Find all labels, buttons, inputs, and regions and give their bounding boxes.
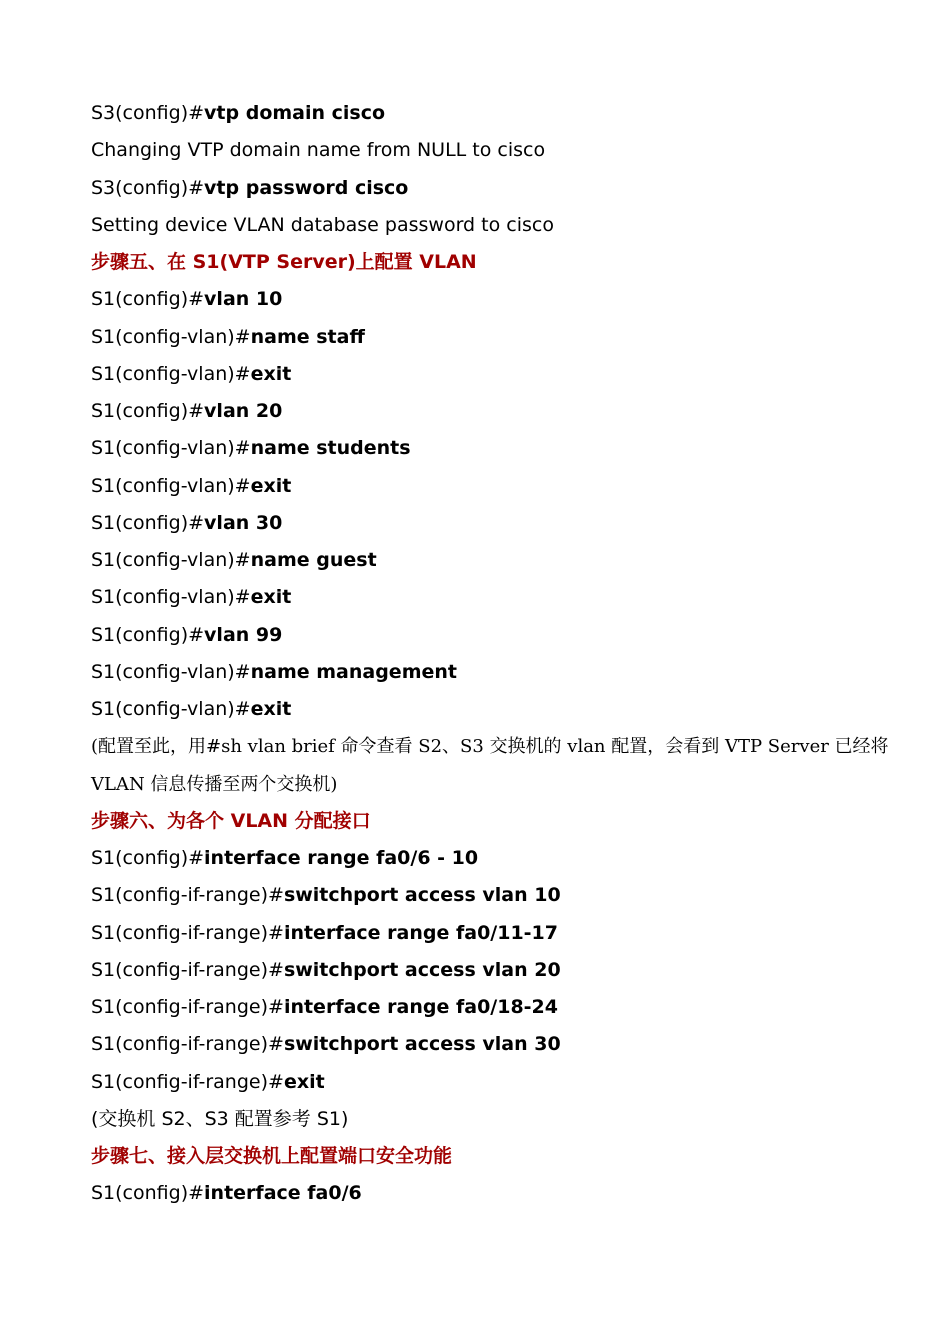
command-line [91,393,881,430]
document-body [91,95,889,1213]
cli-command: interface range fa0/6 - 10 [204,847,479,869]
cli-command: interface fa0/6 [204,1182,362,1205]
output-text: (交换机 S2、S3 配置参考 S1) [91,1107,349,1130]
cli-command: name management [250,660,457,683]
command-line [91,840,881,877]
command-line [91,281,881,318]
output-line [91,207,881,244]
cli-prompt: S1(config-vlan)# [91,549,251,571]
cli-prompt: S1(config)# [91,1182,205,1205]
step-heading-text: 步骤五、在 S1(VTP Server)上配置 VLAN [91,251,477,273]
cli-prompt: S1(config-vlan)# [91,586,251,609]
command-line [91,691,881,728]
command-line [91,989,881,1026]
command-line [91,952,881,989]
cli-command: exit [250,698,292,720]
command-line [91,542,881,579]
command-line [91,319,881,356]
command-line [91,579,881,616]
note-line [91,766,881,803]
cli-command: exit [250,474,292,497]
note-line [91,728,889,765]
cli-prompt: S1(config-vlan)# [91,474,251,497]
cli-command: vlan 20 [204,400,283,422]
cli-command: name guest [250,549,377,571]
cli-prompt: S1(config)# [91,623,205,646]
command-line [91,1064,881,1101]
cli-prompt: S1(config-if-range)# [91,921,284,944]
cli-command: interface range fa0/11-17 [283,921,558,944]
cli-command: exit [283,1070,325,1093]
cli-prompt: S1(config)# [91,511,205,534]
cli-command: vlan 10 [204,288,283,311]
cli-prompt: S1(config)# [91,400,205,422]
command-line [91,356,881,393]
cli-command: switchport access vlan 10 [283,884,561,907]
cli-prompt: S1(config)# [91,288,205,311]
cli-prompt: S1(config-vlan)# [91,362,251,385]
cli-prompt: S1(config-vlan)# [91,325,251,348]
cli-command: vlan 99 [204,623,283,646]
command-line [91,654,881,691]
step-heading [91,1138,881,1175]
cli-prompt: S1(config-if-range)# [91,996,284,1018]
cli-command: exit [250,586,292,609]
step-heading [91,244,881,281]
cli-command: vtp domain cisco [204,102,386,124]
command-line [91,170,881,207]
command-line [91,877,881,914]
cli-prompt: S1(config-vlan)# [91,660,251,683]
cli-prompt: S1(config-if-range)# [91,1070,284,1093]
cli-prompt: S1(config-vlan)# [91,698,251,720]
cli-command: switchport access vlan 30 [283,1033,561,1056]
output-text: Changing VTP domain name from NULL to cisco [91,139,546,162]
step-heading [91,803,881,840]
cli-prompt: S3(config)# [91,176,205,199]
command-line [91,1175,881,1212]
command-line [91,505,881,542]
command-line [91,915,881,952]
cli-command: name staff [250,325,365,348]
cli-command: interface range fa0/18-24 [283,996,558,1018]
cli-prompt: S3(config)# [91,102,205,124]
cli-command: vlan 30 [204,511,283,534]
cli-command: switchport access vlan 20 [283,958,561,981]
command-line [91,617,881,654]
cli-command: name students [250,437,411,460]
output-text: Setting device VLAN database password to cisco [91,213,554,236]
output-line [91,1101,881,1138]
command-line [91,430,881,467]
command-line [91,1026,881,1063]
command-line [91,95,881,132]
cli-prompt: S1(config-if-range)# [91,958,284,981]
cli-prompt: S1(config-vlan)# [91,437,251,460]
note-text: VLAN 信息传播至两个交换机) [91,773,338,795]
note-text: (配置至此，用#sh vlan brief 命令查看 S2、S3 交换机的 vlan 配置，会看到 VTP Server 已经将 [91,736,889,758]
cli-command: exit [250,362,292,385]
step-heading-text: 步骤七、接入层交换机上配置端口安全功能 [91,1145,453,1167]
step-heading-text: 步骤六、为各个 VLAN 分配接口 [91,809,371,832]
cli-prompt: S1(config-if-range)# [91,1033,284,1056]
command-line [91,468,881,505]
cli-command: vtp password cisco [204,176,409,199]
cli-prompt: S1(config)# [91,847,205,869]
cli-prompt: S1(config-if-range)# [91,884,284,907]
output-line [91,132,881,169]
